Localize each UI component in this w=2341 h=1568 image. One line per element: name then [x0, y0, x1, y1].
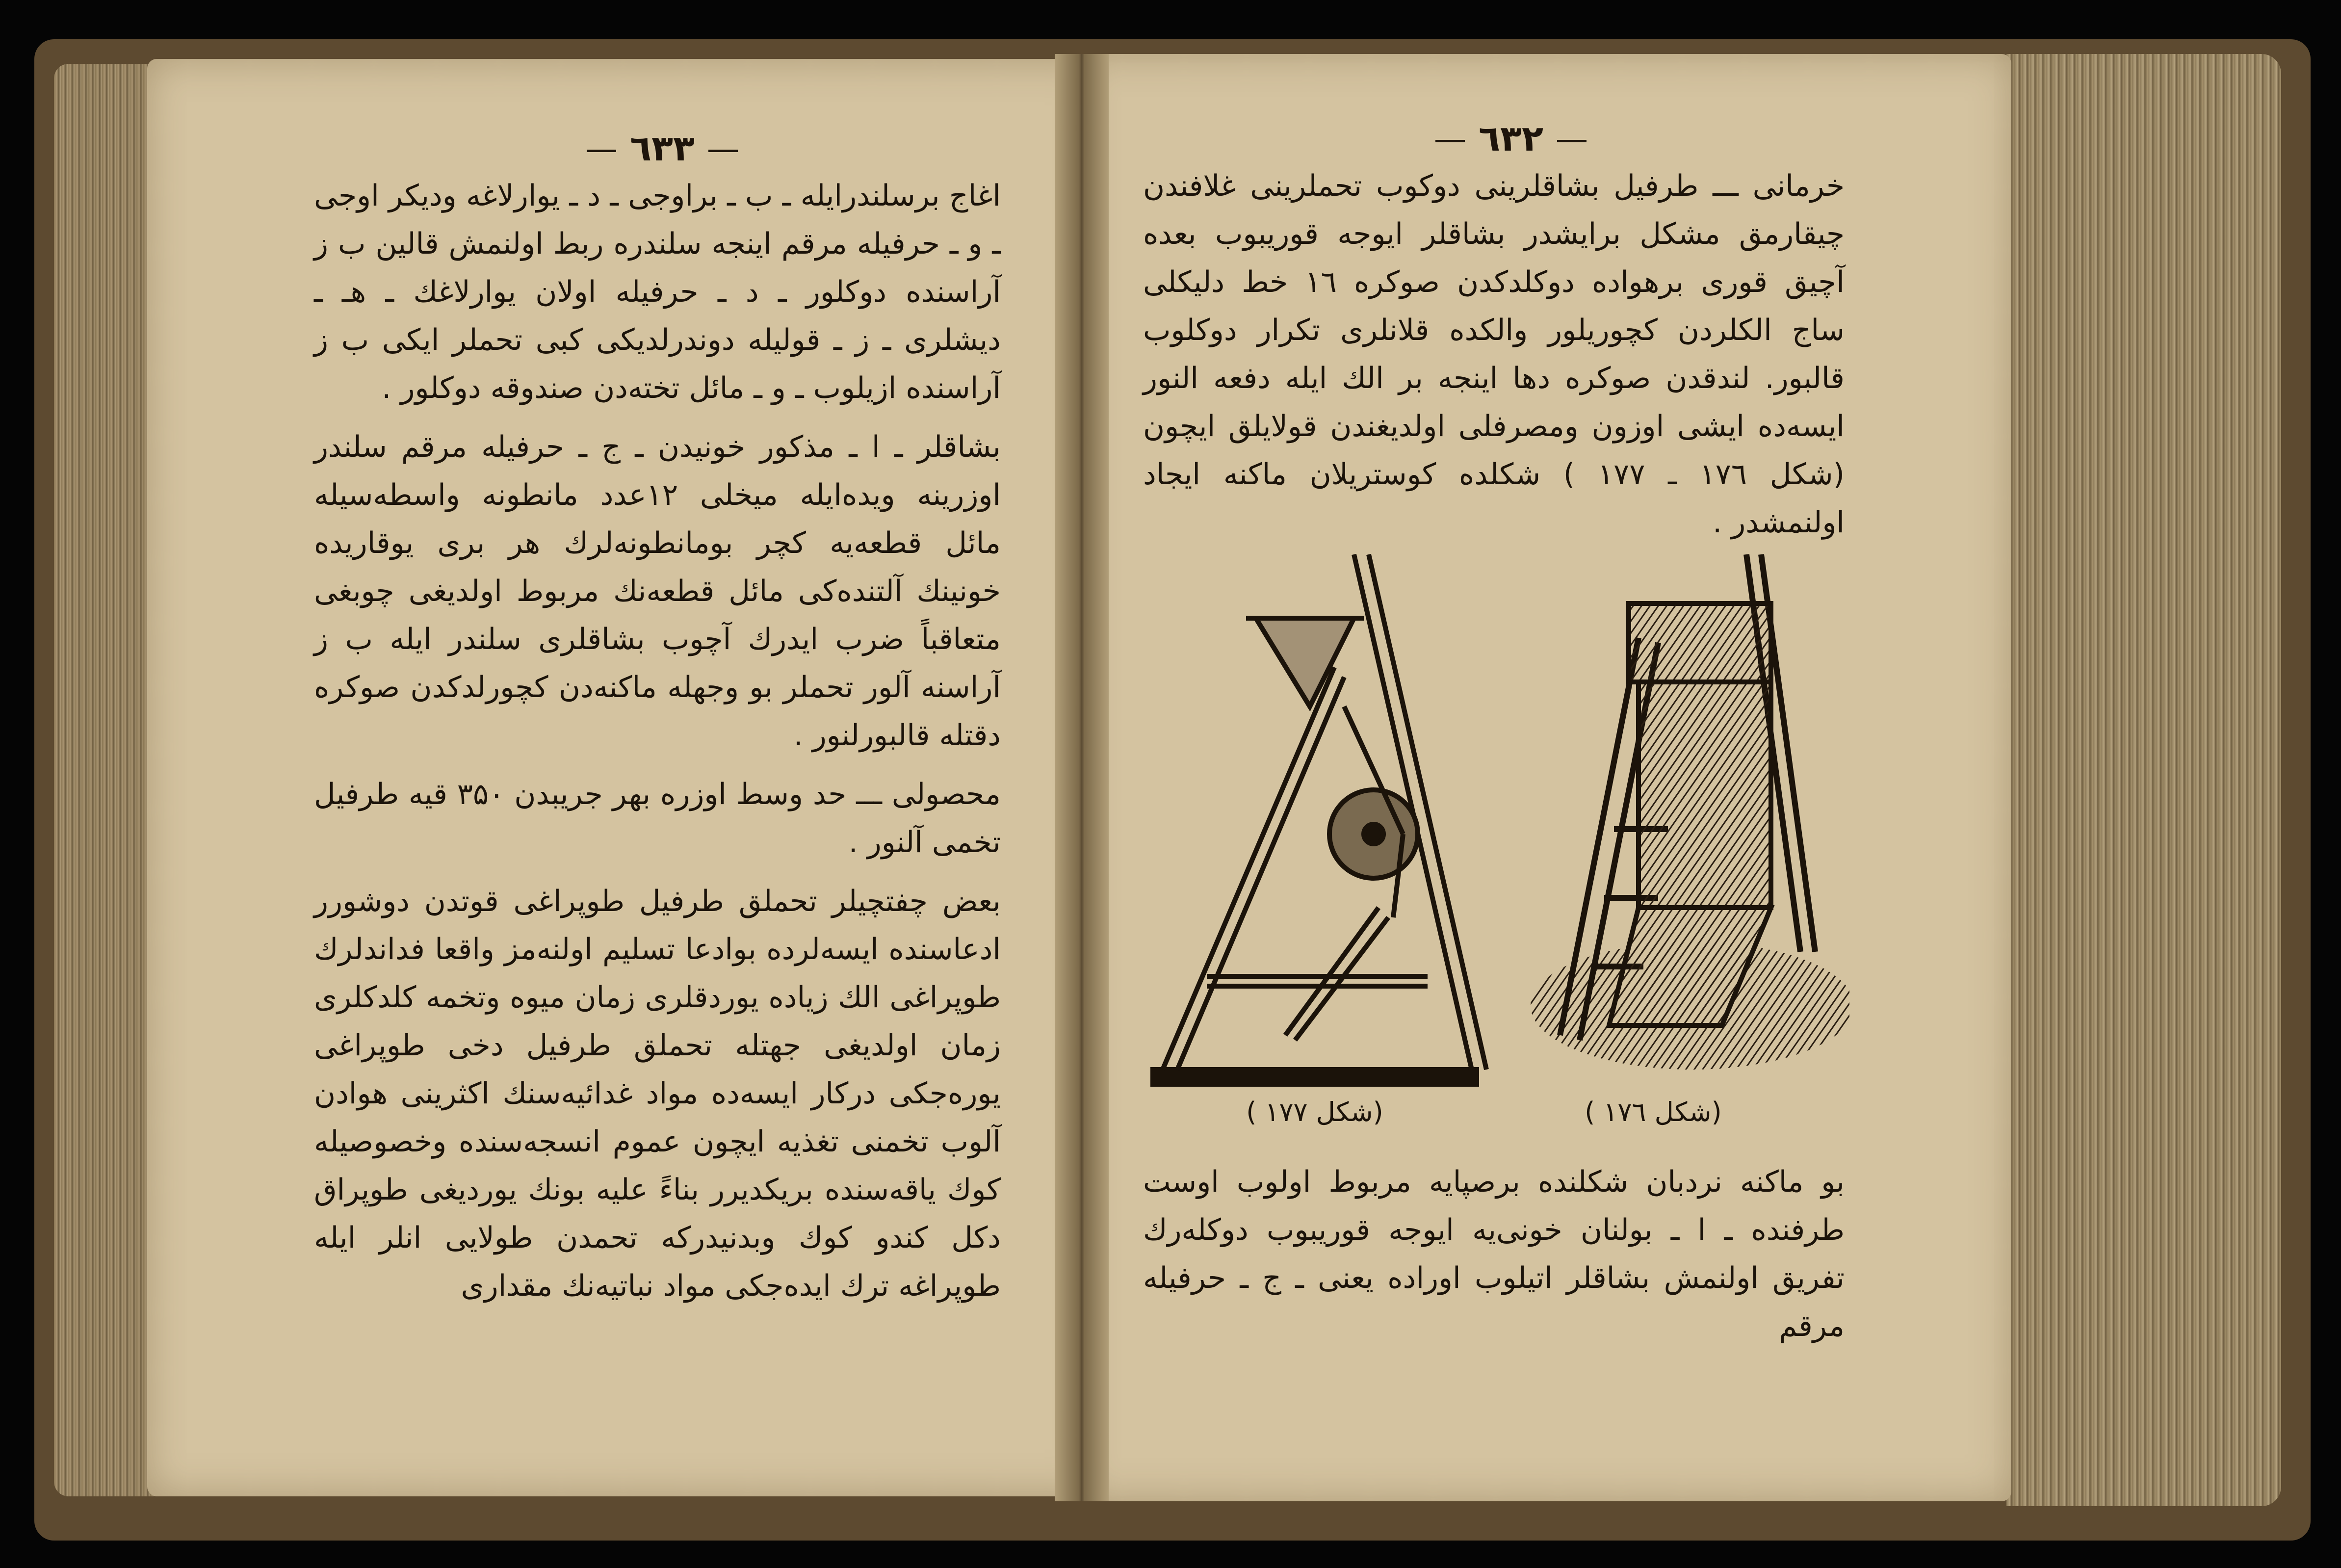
figure-176-illustration [1516, 545, 1849, 1089]
paragraph: بشاقلر ـ ا ـ مذکور خونیدن ـ ج ـ حرفیله مرقم سلندر اوزرینه ویده‌ایله میخلی ۱۲عدد مانطونه واسطه‌سیله مائل قطعه‌یه کچر بومانطونه‌لرك هر بری یوقاریده خونینك آلتنده‌کی مائل قطعه‌نك مربوط اولدیغی چوبغی متعاقباً ضرب ایدرك آچوب بشاقلری سلندر ایله ب ز آراسنه آلور تحملر بو وجهله ماکنه‌دن کچورلدکدن صوکره دقتله قالبورلنور . [314, 430, 1001, 753]
left-page-body [314, 172, 1001, 1321]
left-page-number: ٦٣٣ [540, 128, 785, 169]
paragraph: محصولی ـــ حد وسط اوزره بهر جریبدن ۳۵۰ قیه طرفیل تخمی آلنور . [314, 777, 1001, 860]
figure-177-caption: (شکل ۱۷۷ ) [1246, 1097, 1383, 1127]
paragraph: خرمانی ـــ طرفیل بشاقلرینی دوکوب تحملرینی غلافندن چیقارمق مشکل برایشدر بشاقلر ایوجه قوریبوب بعده آچیق قوری برهواده دوکلدکدن صوکره ۱٦ خط دلیکلی ساج الکلردن کچوریلور والکده قلانلری تکرار دوکلوب قالبور. لندقدن صوکره دها اینجه بر الك ایله دفعه النور ایسه‌ده ایشی اوزون ومصرفلی اولدیغندن قولایلق ایچون (شکل ۱۷٦ ـ ۱۷۷ ) شکلده کوستریلان ماکنه ایجاد اولنمشدر . [1143, 169, 1845, 540]
figure-177-illustration [1148, 545, 1491, 1094]
paragraph: بعض چفتچیلر تحملق طرفیل طوپراغی قوتدن دوشورر ادعاسنده ایسه‌لرده بوادعا تسلیم اولنه‌مز واقعا فداندلرك طوپراغی الك زیاده یوردقلری زمان میوه وتخمه کلدکلری زمان اولدیغی جهتله تحملق طرفیل دخی طوپراغی یوره‌جکی درکار ایسه‌ده مواد غدائیه‌سنك اکثرینی هوادن آلوب تخمنی تغذیه ایچون عموم انسجه‌سنده وخصوصیله کوك یاقه‌سنده بریکدیرر بناءً علیه بونك یوردیغی طوپراق دکل کندو کوك وبدنیدرکه تحمدن طولایی انلر ایله طوپراغه ترك ایده‌جکی مواد نباتیه‌نك مقداری [314, 884, 1001, 1303]
page-edges-right [2006, 54, 2281, 1506]
right-page-body-top [1143, 162, 1845, 557]
book-gutter [1055, 54, 1109, 1501]
figure-176-caption: (شکل ۱۷٦ ) [1585, 1097, 1722, 1127]
paragraph: بو ماکنه نردبان شکلنده برصپایه مربوط اولوب اوست طرفنده ـ ا ـ بولنان خونی‌یه ایوجه قوریبوب دوکلەرك تفریق اولنمش بشاقلر اتیلوب اوراده یعنی ـ ج ـ حرفیله مرقم [1143, 1165, 1845, 1343]
paragraph: اغاج برسلندرایله ـ ب ـ براوجی ـ د ـ یوارلاغه ودیکر اوجی ـ و ـ حرفیله مرقم اینجه سلندره ربط اولنمش قالین ب ز آراسنده دوکلور ـ د ـ حرفیله اولان یوارلاغك ـ هـ ـ دیشلری ـ ز ـ قولیله دوندرلدیکی کبی تحملر ایکی ب ز آراسنده ازیلوب ـ و ـ مائل تخته‌دن صندوقه دوکلور . [314, 179, 1001, 405]
right-page-number: ٦٣٢ [1388, 118, 1634, 159]
right-page-body-bottom [1143, 1158, 1845, 1361]
